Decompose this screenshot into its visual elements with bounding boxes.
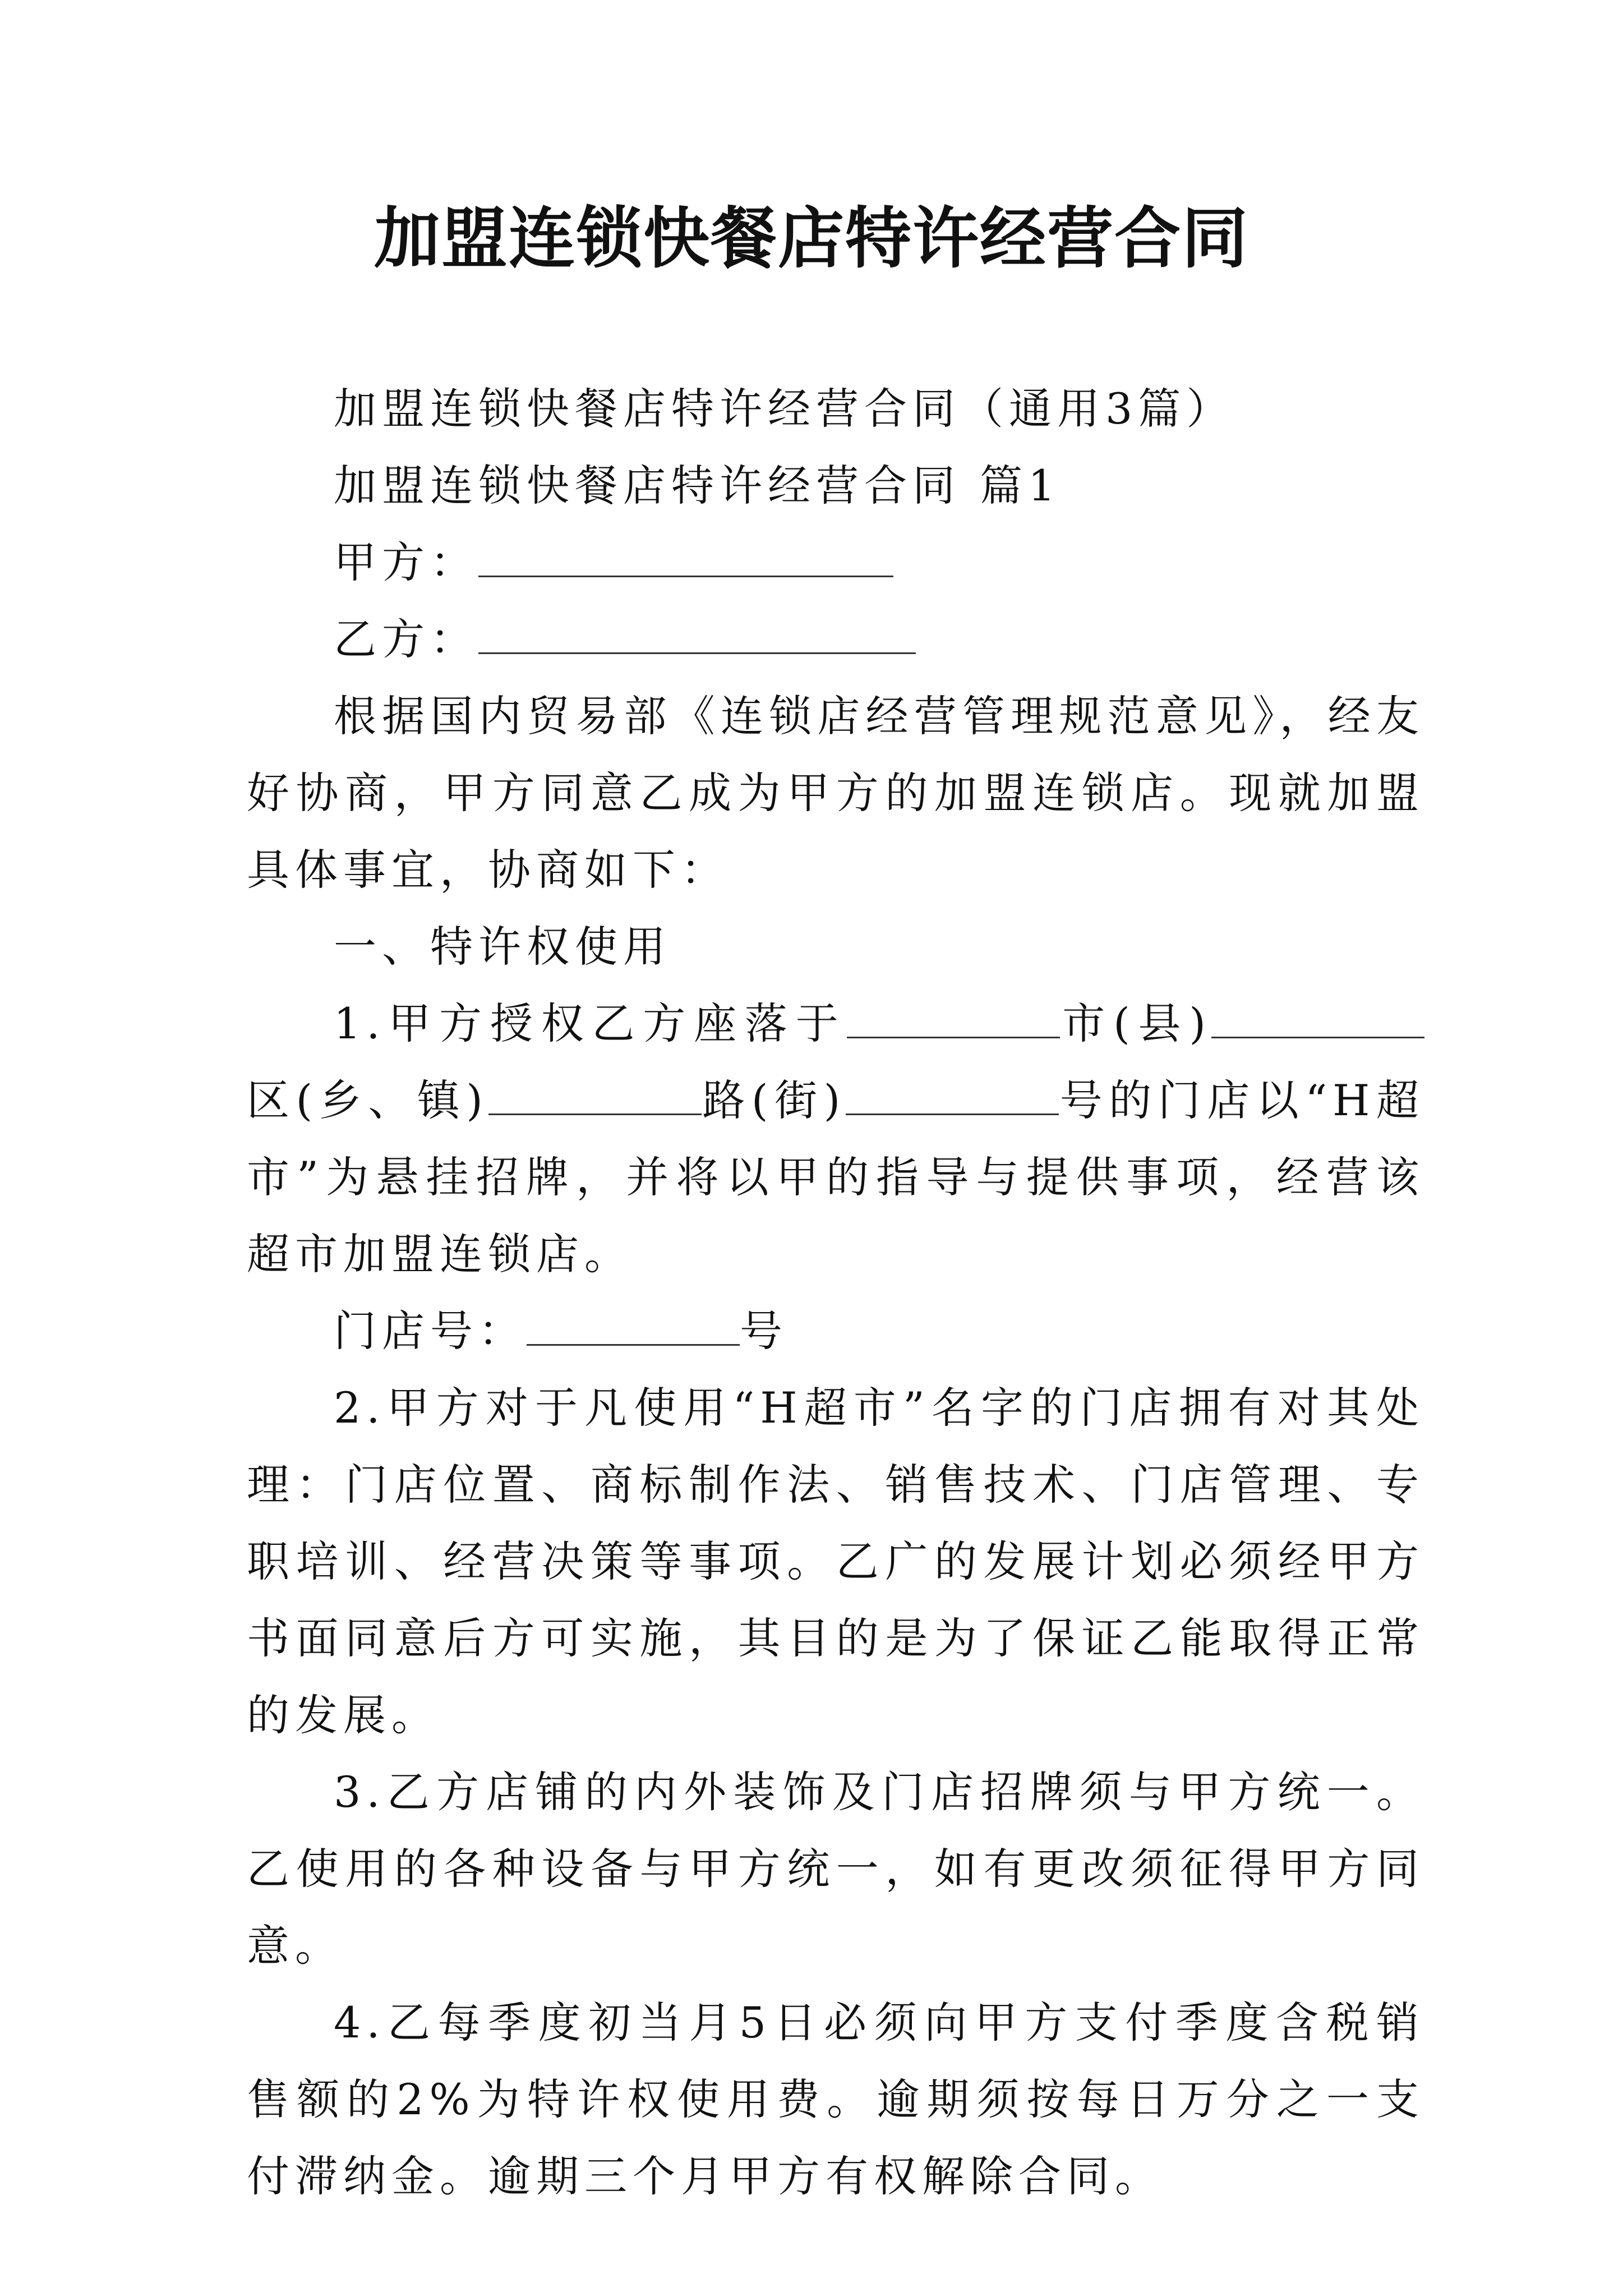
document-body bbox=[247, 370, 1424, 2215]
clause-1-part1: 1.甲方授权乙方座落于 bbox=[334, 999, 847, 1048]
part-heading: 加盟连锁快餐店特许经营合同 篇1 bbox=[334, 461, 1061, 510]
clause-1-part3: 区(乡、镇) bbox=[247, 1075, 488, 1125]
clause-1-part5: 号的门店以“H超市”为悬挂招牌，并将以甲的指导与提供事项，经营该超市加盟连锁店。 bbox=[247, 1075, 1424, 1279]
party-b-label: 乙方： bbox=[334, 614, 478, 664]
clause-2: 2.甲方对于凡使用“H超市”名字的门店拥有对其处理：门店位置、商标制作法、销售技术、门店管理、专职培训、经营决策等事项。乙广的发展计划必须经甲方书面同意后方可实施，其目的是为了保证乙能取得正常的发展。 bbox=[247, 1383, 1424, 1740]
section1-heading: 一、特许权使用 bbox=[334, 922, 671, 972]
road-blank bbox=[488, 1074, 702, 1115]
store-number-blank bbox=[527, 1305, 740, 1346]
party-a-label: 甲方： bbox=[334, 537, 478, 587]
party-b-line bbox=[247, 601, 1424, 678]
clause-1-part2: 市(县) bbox=[1059, 999, 1211, 1048]
party-a-blank bbox=[478, 536, 893, 577]
clause-1 bbox=[247, 985, 1424, 1292]
document-title: 加盟连锁快餐店特许经营合同 bbox=[374, 199, 1249, 277]
store-number-suffix: 号 bbox=[740, 1306, 788, 1356]
clause-1-part4: 路(街) bbox=[701, 1075, 846, 1125]
party-b-blank bbox=[478, 613, 916, 654]
district-blank bbox=[1211, 997, 1424, 1038]
store-number-label: 门店号： bbox=[334, 1306, 527, 1356]
clause-3: 3.乙方店铺的内外装饰及门店招牌须与甲方统一。乙使用的各种设备与甲方统一，如有更改须征得甲方同意。 bbox=[247, 1767, 1424, 1971]
intro-paragraph: 根据国内贸易部《连锁店经营管理规范意见》，经友好协商，甲方同意乙成为甲方的加盟连锁店。现就加盟具体事宜，协商如下： bbox=[247, 691, 1424, 895]
store-number-line bbox=[247, 1292, 1424, 1369]
document-subtitle: 加盟连锁快餐店特许经营合同（通用3篇） bbox=[334, 384, 1235, 434]
party-a-line bbox=[247, 524, 1424, 601]
city-blank bbox=[847, 997, 1060, 1038]
number-blank bbox=[846, 1074, 1059, 1115]
clause-4: 4.乙每季度初当月5日必须向甲方支付季度含税销售额的2%为特许权使用费。逾期须按每日万分之一支付滞纳金。逾期三个月甲方有权解除合同。 bbox=[247, 1998, 1424, 2201]
